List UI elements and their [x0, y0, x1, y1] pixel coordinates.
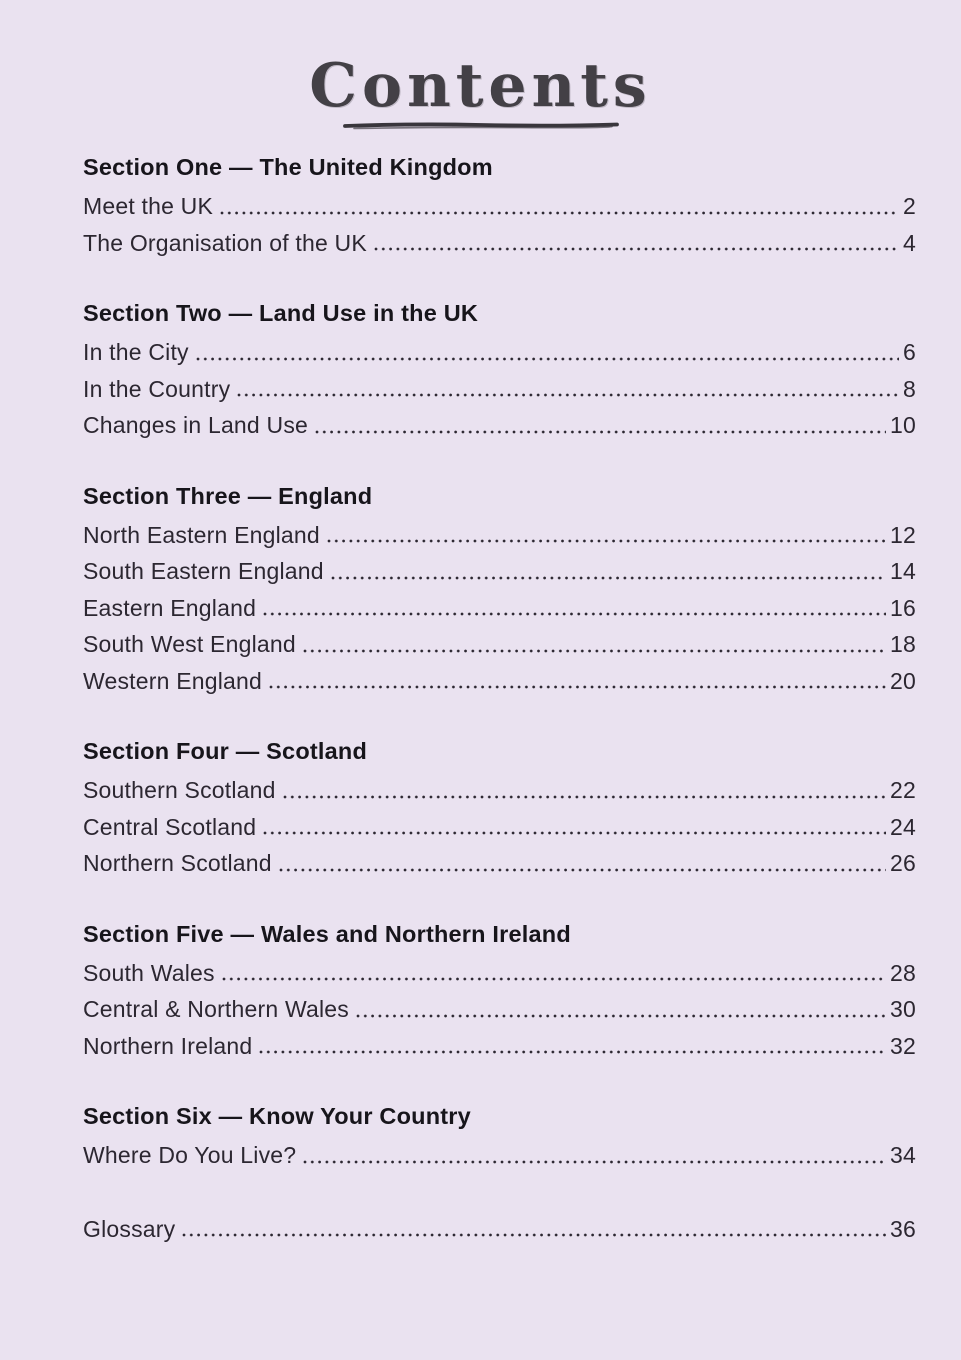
page-title: Contents — [309, 51, 652, 121]
entry-label: Northern Ireland — [83, 1032, 253, 1059]
toc-standalone-section — [83, 1211, 916, 1248]
toc-entry — [83, 590, 916, 627]
entry-page-number: 8 — [903, 375, 916, 402]
dot-leader — [303, 649, 886, 653]
dot-leader — [374, 247, 899, 251]
dot-leader — [263, 831, 886, 835]
toc-entry — [83, 991, 916, 1028]
entry-page-number: 18 — [890, 631, 916, 657]
entry-label: Meet the UK — [83, 193, 214, 219]
entry-label: Glossary — [83, 1215, 176, 1242]
dot-leader — [182, 1233, 886, 1237]
table-of-contents — [0, 152, 961, 1247]
entry-label: Changes in Land Use — [83, 412, 309, 438]
entry-page-number: 14 — [890, 558, 916, 584]
toc-section — [83, 152, 916, 261]
entry-label: Southern Scotland — [83, 777, 276, 803]
entry-page-number: 20 — [890, 667, 916, 694]
dot-leader — [259, 1050, 886, 1054]
dot-leader — [237, 393, 899, 397]
entry-label: In the Country — [83, 375, 231, 402]
dot-leader — [327, 539, 886, 543]
section-heading: Section Five — Wales and Northern Ireland — [83, 920, 571, 947]
dot-leader — [220, 211, 899, 215]
toc-entry — [83, 1211, 916, 1248]
toc-section — [83, 298, 916, 444]
toc-entry — [83, 809, 916, 846]
entry-page-number: 30 — [890, 996, 916, 1022]
entry-label: Northern Scotland — [83, 850, 272, 876]
toc-section — [83, 919, 916, 1065]
entry-page-number: 12 — [890, 521, 916, 548]
section-heading: Section Four — Scotland — [83, 738, 368, 764]
dot-leader — [356, 1014, 886, 1018]
toc-entry — [83, 517, 916, 554]
entry-label: South Eastern England — [83, 558, 324, 584]
section-heading: Section Six — Know Your Country — [83, 1103, 471, 1129]
dot-leader — [263, 612, 886, 616]
toc-entry — [83, 225, 916, 262]
entry-page-number: 2 — [903, 193, 916, 219]
toc-section — [83, 481, 916, 700]
entry-page-number: 26 — [890, 850, 916, 876]
entry-page-number: 36 — [890, 1215, 916, 1242]
toc-entry — [83, 626, 916, 663]
toc-entry — [83, 334, 916, 371]
entry-page-number: 4 — [903, 229, 916, 256]
toc-entry — [83, 955, 916, 992]
toc-entry — [83, 1137, 916, 1174]
entry-page-number: 10 — [890, 412, 916, 438]
entry-page-number: 22 — [890, 777, 916, 803]
toc-section — [83, 1101, 916, 1174]
entry-label: South West England — [83, 631, 296, 657]
entry-page-number: 32 — [890, 1032, 916, 1059]
entry-label: Central Scotland — [83, 813, 257, 840]
toc-entry — [83, 407, 916, 444]
entry-label: Central & Northern Wales — [83, 996, 349, 1022]
dot-leader — [222, 977, 886, 981]
toc-entry — [83, 663, 916, 700]
dot-leader — [196, 357, 899, 361]
entry-label: Western England — [83, 667, 263, 694]
toc-entry — [83, 371, 916, 408]
entry-label: The Organisation of the UK — [83, 229, 367, 256]
entry-page-number: 28 — [890, 959, 916, 986]
entry-page-number: 34 — [890, 1142, 916, 1168]
entry-label: Eastern England — [83, 594, 257, 621]
page-header — [0, 51, 961, 132]
toc-entry — [83, 1028, 916, 1065]
entry-page-number: 6 — [903, 339, 916, 365]
dot-leader — [303, 1160, 886, 1164]
dot-leader — [283, 795, 886, 799]
dot-leader — [331, 576, 886, 580]
section-heading: Section One — The United Kingdom — [83, 154, 493, 180]
entry-label: South Wales — [83, 959, 215, 986]
toc-section — [83, 736, 916, 882]
section-heading: Section Three — England — [83, 482, 373, 509]
dot-leader — [315, 430, 886, 434]
dot-leader — [279, 868, 886, 872]
dot-leader — [269, 685, 886, 689]
entry-label: In the City — [83, 339, 189, 365]
entry-page-number: 24 — [890, 813, 916, 840]
toc-entry — [83, 188, 916, 225]
section-heading: Section Two — Land Use in the UK — [83, 300, 479, 326]
toc-entry — [83, 553, 916, 590]
entry-page-number: 16 — [890, 594, 916, 621]
toc-entry — [83, 772, 916, 809]
title-underline-sketch — [342, 120, 620, 132]
toc-entry — [83, 845, 916, 882]
entry-label: North Eastern England — [83, 521, 320, 548]
entry-label: Where Do You Live? — [83, 1142, 297, 1168]
